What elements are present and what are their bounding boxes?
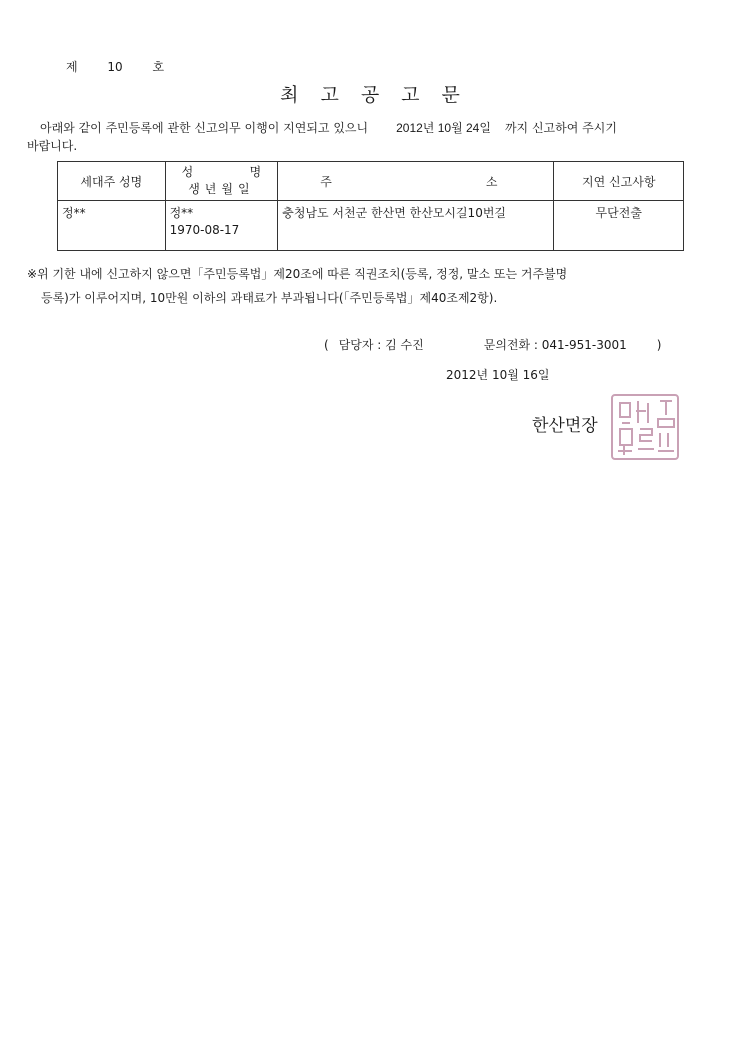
header-name-2: 명 xyxy=(249,165,262,179)
official-seal-icon xyxy=(610,393,680,461)
intro-prefix: 아래와 같이 주민등록에 관한 신고의무 이행이 지연되고 있으니 xyxy=(40,121,369,135)
header-name-1: 성 xyxy=(181,165,194,179)
contact-open-paren: ( xyxy=(324,338,329,352)
intro-line-1 xyxy=(40,119,617,136)
contact-phone: 문의전화 : 041-951-3001 xyxy=(483,338,627,352)
table-row xyxy=(58,201,684,251)
cell-address: 충청남도 서천군 한산면 한산모시길10번길 xyxy=(282,206,507,220)
notice-line-1: ※위 기한 내에 신고하지 않으면「주민등록법」제20조에 따른 직권조치(등록, 정정, 말소 또는 거주불명 xyxy=(27,267,568,281)
header-householder: 세대주 성명 xyxy=(58,162,166,201)
contact-close-paren: ) xyxy=(656,338,662,352)
notice-table xyxy=(57,161,684,251)
header-address xyxy=(278,162,554,201)
cell-householder: 정** xyxy=(62,206,86,220)
intro-line-2: 바랍니다. xyxy=(27,139,78,153)
notice-line-2: 등록)가 이루어지며, 10만원 이하의 과태료가 부과됩니다(「주민등록법」제40조제2항). xyxy=(41,291,498,305)
number-label-je: 제 xyxy=(66,60,78,74)
header-name-birth xyxy=(165,162,278,201)
header-address-2: 소 xyxy=(485,174,498,189)
header-birth: 생년월일 xyxy=(188,182,255,196)
table-header-row xyxy=(58,162,684,201)
cell-birth: 1970-08-17 xyxy=(169,223,240,237)
intro-suffix: 까지 신고하여 주시기 xyxy=(504,121,617,135)
signer-title: 한산면장 xyxy=(532,416,598,436)
header-delay-item: 지연 신고사항 xyxy=(554,162,684,201)
cell-name: 정** xyxy=(169,206,194,220)
number-label-ho: 호 xyxy=(152,60,165,74)
issue-date: 2012년 10월 16일 xyxy=(446,368,550,382)
deadline-date: 2012년 10월 24일 xyxy=(396,121,491,135)
page-title: 최고공고문 xyxy=(280,84,482,106)
document-number xyxy=(66,58,164,75)
number-value: 10 xyxy=(107,60,123,74)
contact-manager: 담당자 : 김 수진 xyxy=(338,338,424,352)
cell-delay-item: 무단전출 xyxy=(595,206,642,220)
header-address-1: 주 xyxy=(320,174,332,189)
contact-line xyxy=(324,336,661,353)
